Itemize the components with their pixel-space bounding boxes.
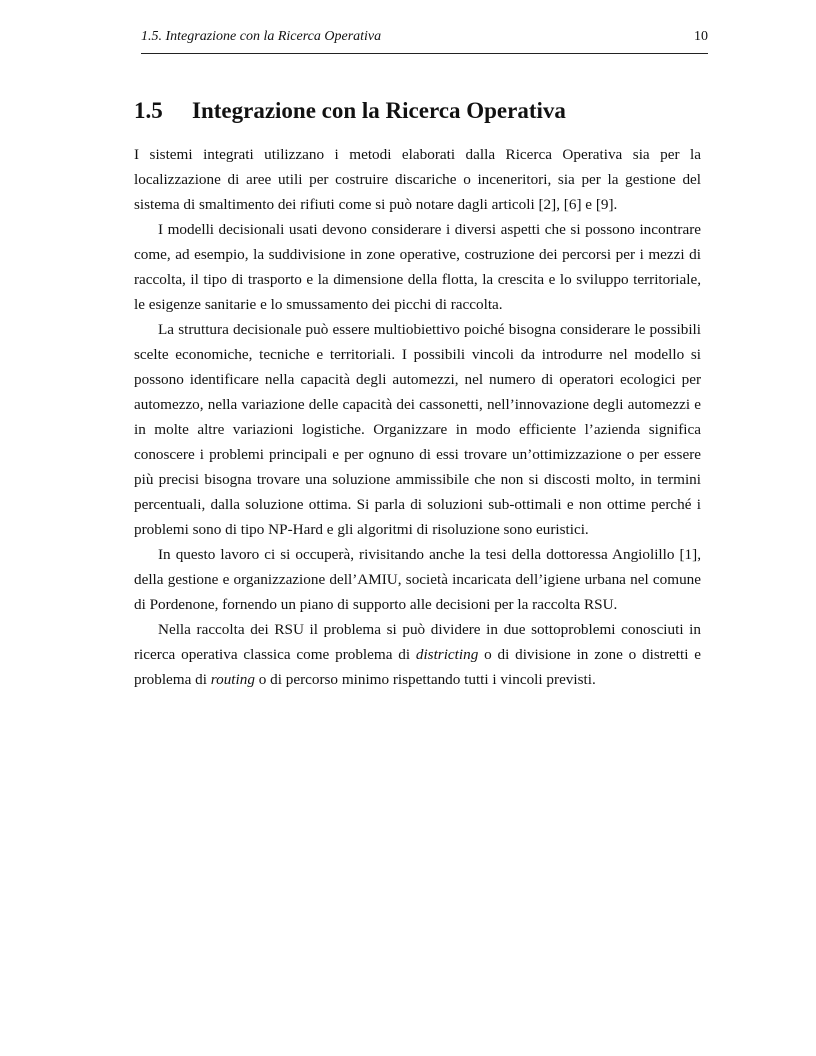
paragraph-3: La struttura decisionale può essere multiobiettivo poiché bisogna considerare le possibili scelte economiche, tecniche e territoriali. I possibili vincoli da introdurre nel modello si possono identificare nella capacità degli automezzi, nel numero di operatori ecologici per automezzo, nella variazione delle capacità dei cassonetti, nell’innovazione degli automezzi e in molte altre variazioni logistiche. Organizzare in modo efficiente l’azienda significa conoscere i problemi principali e per ognuno di essi trovare un’ottimizzazione o per essere più precisi bisogna trovare una soluzione ammissibile che non si discosti molto, in termini percentuali, dalla soluzione ottima. Si parla di soluzioni sub-ottimali e non ottime perché i problemi sono di tipo NP-Hard e gli algoritmi di risoluzione sono euristici. — [134, 321, 701, 538]
running-header — [141, 28, 708, 48]
term-routing: routing — [210, 671, 255, 688]
section-number: 1.5 — [134, 98, 163, 123]
section-heading — [134, 96, 566, 126]
paragraph-1: I sistemi integrati utilizzano i metodi elaborati dalla Ricerca Operativa sia per la localizzazione di aree utili per costruire discariche o inceneritori, sia per la gestione del sistema di smaltimento dei rifiuti come si può notare dagli articoli [2], [6] e [9]. — [134, 146, 701, 213]
paragraph-4: In questo lavoro ci si occuperà, rivisitando anche la tesi della dottoressa Angiolillo [1], della gestione e organizzazione dell’AMIU, società incaricata dell’igiene urbana nel comune di Pordenone, fornendo un piano di supporto alle decisioni per la raccolta RSU. — [134, 546, 701, 613]
paragraph-5 — [134, 617, 701, 692]
section-title: Integrazione con la Ricerca Operativa — [192, 98, 566, 123]
running-title: 1.5. Integrazione con la Ricerca Operativa — [141, 29, 382, 44]
header-rule — [141, 53, 708, 54]
paragraph-5-text-b: o di divisione in zone o distretti e problema di — [134, 646, 701, 688]
paragraph-5-text-a: Nella raccolta dei RSU il problema si può dividere in due sottoproblemi conosciuti in ricerca operativa classica come problema di — [134, 621, 701, 663]
term-districting: districting — [415, 646, 479, 663]
paragraph-5-text-c: o di percorso minimo rispettando tutti i vincoli previsti. — [254, 671, 596, 688]
page-number: 10 — [694, 29, 708, 44]
paragraph-2: I modelli decisionali usati devono considerare i diversi aspetti che si possono incontrare come, ad esempio, la suddivisione in zone operative, costruzione dei percorsi per i mezzi di raccolta, il tipo di trasporto e la dimensione della flotta, la crescita e lo sviluppo territoriale, le esigenze sanitarie e lo smussamento dei picchi di raccolta. — [134, 221, 701, 313]
body-text — [134, 142, 701, 692]
